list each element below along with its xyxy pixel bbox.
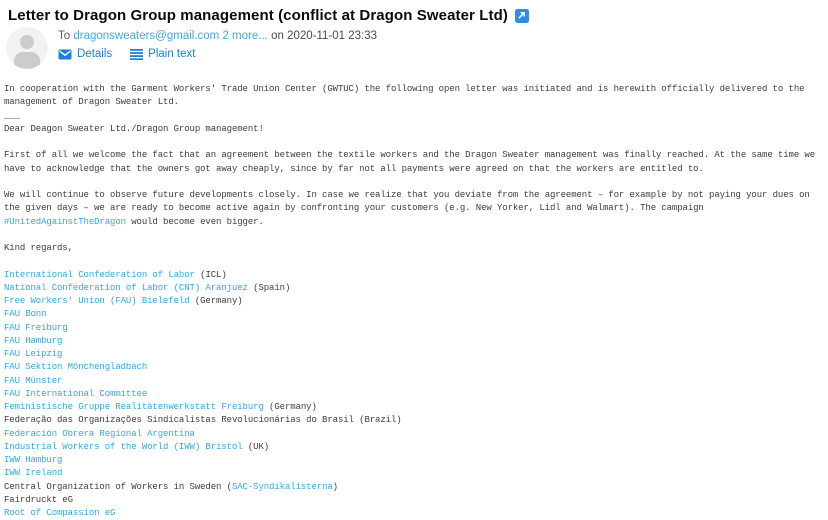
external-link-icon[interactable] xyxy=(515,9,529,23)
body-link[interactable]: FAU Münster xyxy=(4,375,63,386)
body-line xyxy=(4,96,824,109)
body-text: In cooperation with the Garment Workers' Trade Union Center (GWTUC) the following open letter was initiated and is herewith officially delivered to the xyxy=(4,84,805,94)
message-body xyxy=(0,83,828,520)
body-line xyxy=(4,481,824,494)
more-recipients-link[interactable]: 2 more... xyxy=(222,30,268,42)
body-line xyxy=(4,308,824,321)
sender-info xyxy=(58,27,377,69)
body-line xyxy=(4,295,824,308)
body-link[interactable]: IWW Hamburg xyxy=(4,455,63,465)
details-button[interactable]: Details xyxy=(58,48,112,60)
body-line xyxy=(4,123,824,136)
body-text: Central Organization of Workers in Sweden ( xyxy=(4,481,232,492)
body-link[interactable]: Root of Compassion eG xyxy=(4,508,116,518)
body-link[interactable]: FAU Sektion Mönchengladbach xyxy=(4,362,148,373)
body-text: ___ xyxy=(4,110,20,121)
body-line xyxy=(4,149,824,162)
body-link[interactable]: Feministische Gruppe Realitätenwerkstatt Freiburg xyxy=(4,402,264,412)
body-link[interactable]: FAU Hamburg xyxy=(4,335,63,346)
body-link[interactable]: SAC-Syndikalisterna xyxy=(231,481,333,492)
body-text: the given days – we are ready to become active again by confronting your customers (e.g. New Yorker, Lidl and Walmart). The campaign xyxy=(4,203,704,214)
body-line xyxy=(4,401,824,414)
body-text: Kind regards, xyxy=(4,243,73,253)
body-link[interactable]: National Confederation of Labor (CNT) Aranjuez xyxy=(4,282,248,293)
body-text: would become even bigger. xyxy=(125,216,264,227)
sent-date: on 2020-11-01 23:33 xyxy=(271,30,377,42)
body-text: We will continue to observe future developments closely. In case we realize that you deviate from the agreement – for example by not paying your dues on xyxy=(4,190,810,200)
body-line xyxy=(4,163,824,176)
body-text: (Spain) xyxy=(247,282,291,293)
body-line xyxy=(4,375,824,388)
body-text: have to acknowledge that the owners got away cheaply, since by far not all payments were agreed on that the workers are entitled to. xyxy=(4,163,704,174)
body-line xyxy=(4,255,824,268)
body-line xyxy=(4,136,824,149)
person-icon xyxy=(20,35,34,49)
body-line xyxy=(4,441,824,454)
body-link[interactable]: FAU International Committee xyxy=(4,388,148,399)
body-text: (Germany) xyxy=(189,296,243,306)
body-line xyxy=(4,83,824,96)
page-title: Letter to Dragon Group management (conflict at Dragon Sweater Ltd) xyxy=(8,7,508,24)
body-line xyxy=(4,348,824,361)
plain-text-button[interactable]: Plain text xyxy=(130,48,195,60)
body-text: Federação das Organizações Sindicalistas Revolucionárias do Brasil (Brazil) xyxy=(4,415,402,426)
body-link[interactable]: IWW Ireland xyxy=(4,468,63,479)
body-text: Dear Deagon Sweater Ltd./Dragon Group management! xyxy=(4,123,264,134)
body-line xyxy=(4,361,824,374)
recipient-email-link[interactable]: dragonsweaters@gmail.com xyxy=(73,30,220,42)
body-line xyxy=(4,242,824,255)
to-label: To xyxy=(58,30,71,42)
message-header xyxy=(0,0,828,24)
body-link[interactable]: FAU Bonn xyxy=(4,309,47,320)
body-line xyxy=(4,388,824,401)
body-line xyxy=(4,467,824,480)
body-line xyxy=(4,110,824,123)
body-line xyxy=(4,454,824,467)
body-line xyxy=(4,269,824,282)
list-icon xyxy=(130,49,143,60)
body-text: ) xyxy=(332,481,338,492)
body-line xyxy=(4,414,824,427)
body-line xyxy=(4,494,824,507)
body-text: (Germany) xyxy=(263,402,317,412)
sender-row xyxy=(6,27,828,69)
body-line xyxy=(4,335,824,348)
envelope-icon xyxy=(58,49,72,60)
body-text: Fairdruckt eG xyxy=(4,494,73,505)
message-actions xyxy=(58,48,377,60)
body-line xyxy=(4,189,824,202)
body-line xyxy=(4,322,824,335)
body-link[interactable]: #UnitedAgainstTheDragon xyxy=(4,216,126,227)
body-line xyxy=(4,202,824,215)
body-link[interactable]: International Confederation of Labor xyxy=(4,269,195,280)
body-text: (ICL) xyxy=(194,269,227,280)
body-line xyxy=(4,216,824,229)
recipients-line xyxy=(58,30,377,42)
body-line xyxy=(4,229,824,242)
body-line xyxy=(4,176,824,189)
body-link[interactable]: FAU Freiburg xyxy=(4,322,68,333)
body-line xyxy=(4,428,824,441)
body-text: (UK) xyxy=(242,441,270,452)
body-line xyxy=(4,282,824,295)
body-text: management of Dragon Sweater Ltd. xyxy=(4,97,179,108)
body-line xyxy=(4,507,824,520)
body-text: First of all we welcome the fact that an agreement between the textile workers and the Dragon Sweater management was finally reached. At the same time we xyxy=(4,150,816,161)
body-link[interactable]: Industrial Workers of the World (IWW) Bristol xyxy=(4,441,243,452)
body-link[interactable]: Federación Obrera Regional Argentina xyxy=(4,428,195,439)
body-link[interactable]: FAU Leipzig xyxy=(4,349,63,359)
body-link[interactable]: Free Workers' Union (FAU) Bielefeld xyxy=(4,296,190,306)
avatar xyxy=(6,27,48,69)
